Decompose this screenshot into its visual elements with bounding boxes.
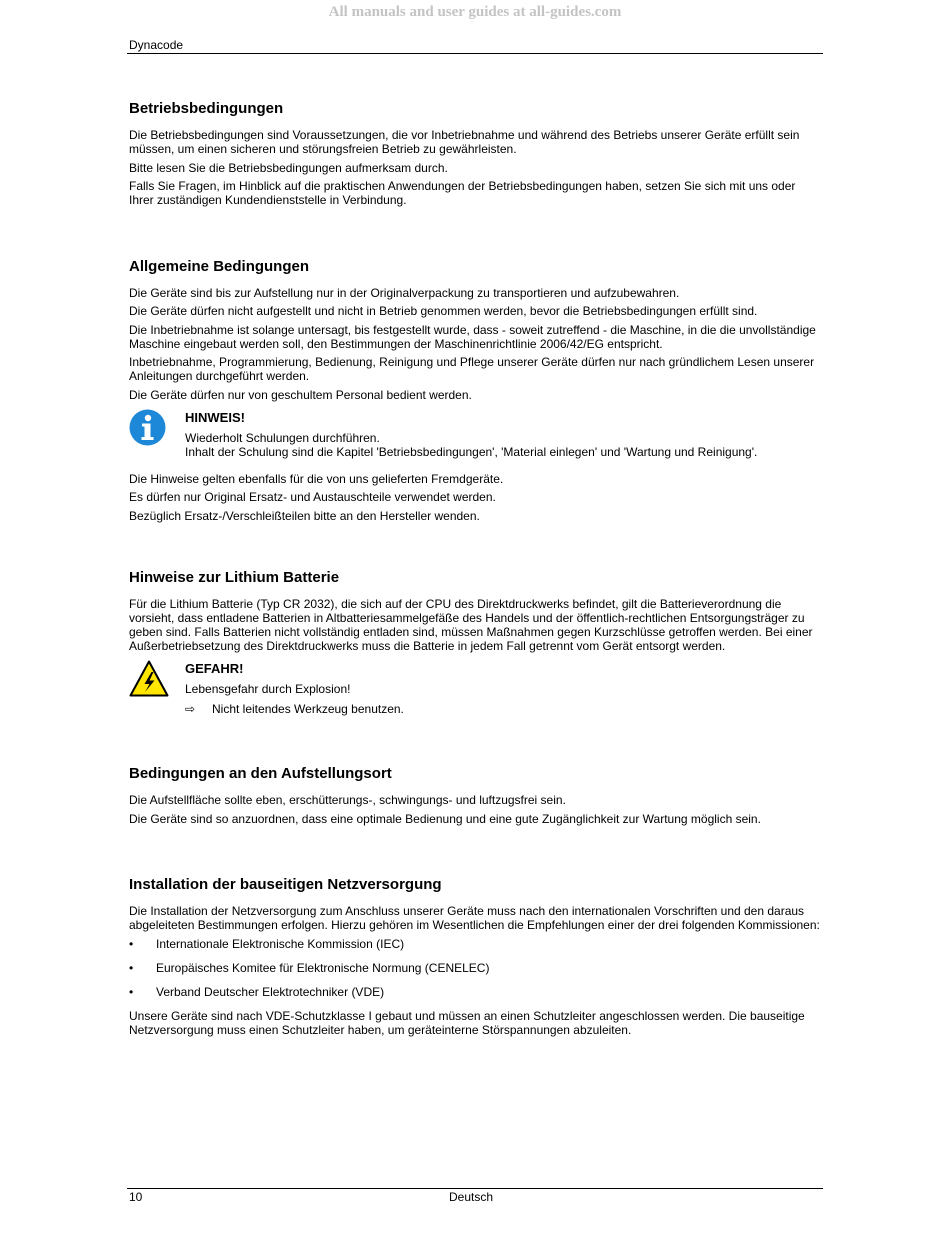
header-rule [127, 53, 823, 54]
paragraph: Bezüglich Ersatz-/Verschleißteilen bitte an den Hersteller wenden. [129, 508, 480, 523]
paragraph: Falls Sie Fragen, im Hinblick auf die praktischen Anwendungen der Betriebsbedingungen haben, setzen Sie sich mit uns oder Ihrer zuständigen Kundendienststelle in Verbindung. [129, 179, 796, 207]
paragraph: Für die Lithium Batterie (Typ CR 2032), die sich auf der CPU des Direktdruckwerks befindet, gilt die Batterieverordnung die vorsieht, dass entladene Batterien in Altbatteriesammelgefäße des Handels und der öffentlich-rechtlichen Entsorgungsträger zu geben sind. Falls Batterien nicht vollständig entladen sind, müssen Maßnahmen gegen Kurzschlüsse getroffen werden. Bei einer Außerbetriebsetzung des Direktdruckwerks muss die Batterie in jedem Fall getrennt vom Gerät entsorgt werden. [129, 597, 813, 653]
notice-text: Wiederholt Schulungen durchführen. [185, 430, 380, 445]
paragraph: Bitte lesen Sie die Betriebsbedingungen aufmerksam durch. [129, 160, 448, 175]
warning-action-text: Nicht leitendes Werkzeug benutzen. [212, 702, 404, 716]
gefahr-warning [129, 661, 823, 716]
right-arrow-icon: ⇨ [185, 702, 196, 716]
bullet: • [129, 936, 134, 951]
footer-language: Deutsch [449, 1190, 494, 1204]
paragraph: Die Aufstellfläche sollte eben, erschütterungs-, schwingungs- und luftzugsfrei sein. [129, 793, 566, 807]
paragraph: Die Geräte dürfen nicht aufgestellt und nicht in Betrieb genommen werden, bevor die Betriebsbedingungen erfüllt sind. [129, 304, 758, 318]
warning-action [185, 702, 823, 716]
paragraph: Die Installation der Netzversorgung zum Anschluss unserer Geräte muss nach den internationalen Vorschriften und den daraus abgeleiteten Bestimmungen erfolgen. Hierzu gehören im Wesentlichen die Empfehlungen einer der drei folgenden Kommissionen: [129, 904, 820, 932]
paragraph: Die Geräte sind so anzuordnen, dass eine optimale Bedienung und eine gute Zugänglichkeit zur Wartung möglich sein. [129, 811, 761, 826]
paragraph: Inbetriebnahme, Programmierung, Bedienung, Reinigung und Pflege unserer Geräte dürfen nur nach gründlichem Lesen unserer Anleitungen durchgeführt werden. [129, 355, 815, 383]
list-item [129, 961, 823, 975]
high-voltage-warning-icon [129, 660, 169, 700]
paragraph: Es dürfen nur Original Ersatz- und Austauschteile verwendet werden. [129, 490, 496, 504]
notice-title: HINWEIS! [185, 409, 245, 425]
list-item-text: Internationale Elektronische Kommission (IEC) [156, 936, 405, 951]
list-item-text: Verband Deutscher Elektrotechniker (VDE) [156, 984, 385, 999]
paragraph: Die Geräte sind bis zur Aufstellung nur in der Originalverpackung zu transportieren und aufzubewahren. [129, 285, 680, 300]
paragraph: Die Hinweise gelten ebenfalls für die von uns gelieferten Fremdgeräte. [129, 471, 504, 486]
paragraph: Die Geräte dürfen nur von geschultem Personal bedient werden. [129, 387, 472, 402]
header-brand: Dynacode [129, 38, 184, 52]
section-title-netzversorgung: Installation der bauseitigen Netzversorgung [129, 876, 442, 893]
paragraph: Die Betriebsbedingungen sind Voraussetzungen, die vor Inbetriebnahme und während des Betriebs unserer Geräte erfüllt sein müssen, um einen sicheren und störungsfreien Betrieb zu gewährleisten. [129, 128, 800, 156]
footer-rule [127, 1188, 823, 1189]
page-content [129, 100, 823, 1041]
section-title-lithium-batterie: Hinweise zur Lithium Batterie [129, 569, 340, 586]
hinweis-notice [129, 410, 823, 459]
bullet: • [129, 960, 134, 975]
bullet: • [129, 984, 134, 999]
section-title-allgemeine-bedingungen: Allgemeine Bedingungen [129, 257, 310, 275]
paragraph: Die Inbetriebnahme ist solange untersagt, bis festgestellt wurde, dass - soweit zutreffend - die Maschine, in die die unvollständige Maschine eingebaut werden soll, den Bestimmungen der Maschinenrichtlinie 2006/42/EG entspricht. [129, 322, 816, 351]
list-item-text: Europäisches Komitee für Elektronische Normung (CENELEC) [156, 960, 490, 975]
list-item [129, 937, 823, 951]
warning-title: GEFAHR! [185, 661, 244, 676]
info-icon [129, 409, 166, 449]
notice-text: Inhalt der Schulung sind die Kapitel 'Betriebsbedingungen', 'Material einlegen' und 'Wartung und Reinigung'. [185, 444, 758, 459]
paragraph: Unsere Geräte sind nach VDE-Schutzklasse I gebaut und müssen an einen Schutzleiter angeschlossen werden. Die bauseitige Netzversorgung muss einen Schutzleiter haben, um geräteinterne Störspannungen abzuleiten. [129, 1008, 805, 1037]
commission-list [129, 937, 823, 999]
list-item [129, 985, 823, 999]
watermark: All manuals and user guides at all-guides.com [328, 4, 622, 20]
warning-text: Lebensgefahr durch Explosion! [185, 682, 351, 696]
section-title-aufstellungsort: Bedingungen an den Aufstellungsort [129, 765, 392, 782]
page-number: 10 [129, 1190, 143, 1204]
section-title-betriebsbedingungen: Betriebsbedingungen [129, 100, 284, 117]
